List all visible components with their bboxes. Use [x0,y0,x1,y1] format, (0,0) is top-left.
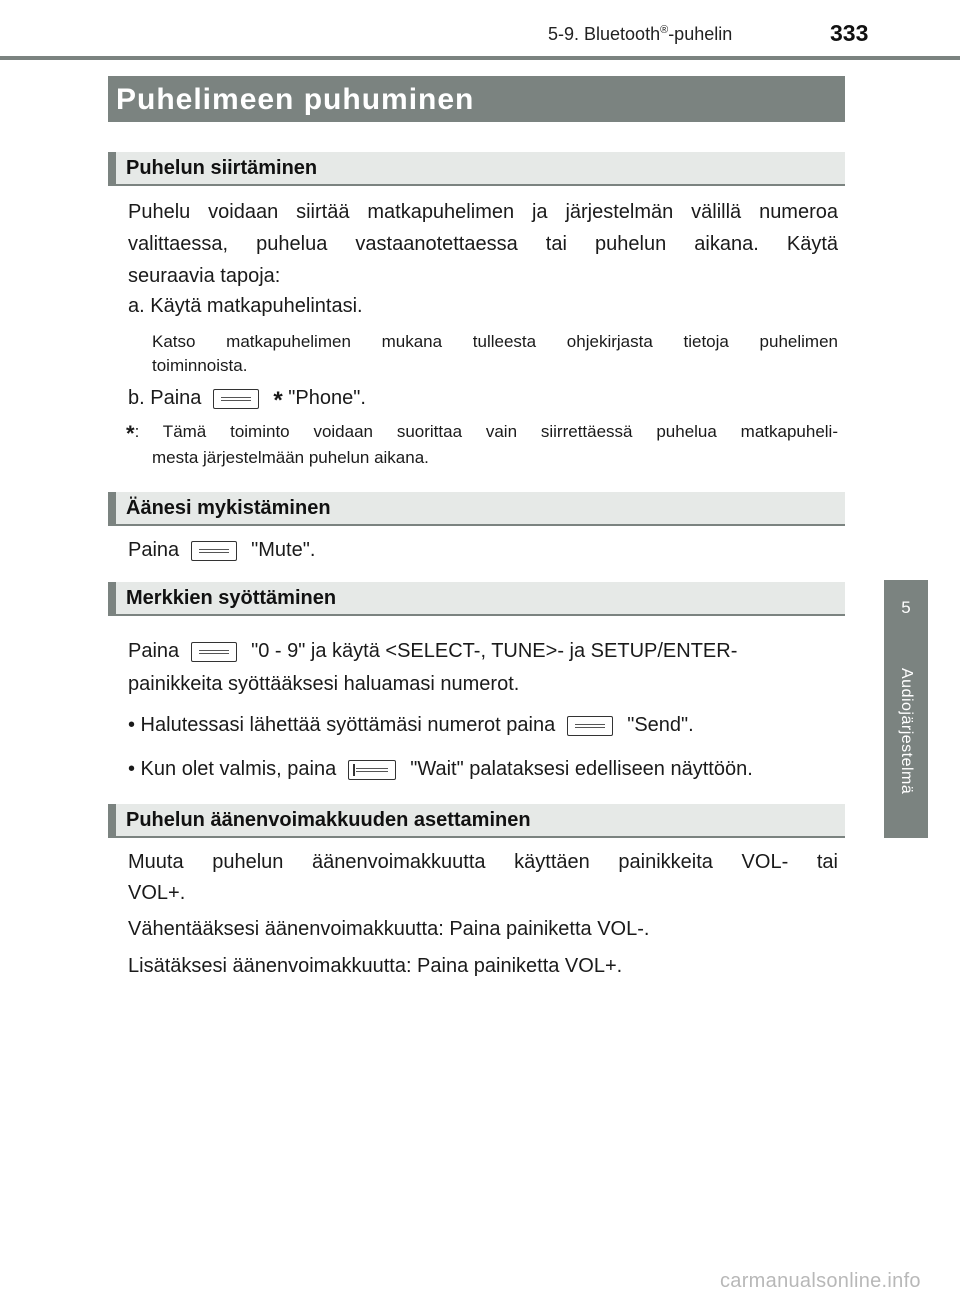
phone-menu-button-icon [213,389,259,409]
transfer-intro-line2: valittaessa, puhelua vastaanotettaessa tai puhelun aikana. Käytä [128,233,838,255]
section-heading-mute: Äänesi mykistäminen [108,492,845,526]
volume-line3: Vähentääksesi äänenvoimakkuutta: Paina painiketta VOL-. [128,918,650,940]
transfer-intro-line1: Puhelu voidaan siirtää matkapuhelimen ja järjestelmän välillä numeroa [128,201,838,223]
page-title: Puhelimeen puhuminen [116,83,475,116]
transfer-intro-line3: seuraavia tapoja: [128,265,281,287]
option-a-note-line2: toiminnoista. [152,356,248,375]
section-heading-entry: Merkkien syöttäminen [108,582,845,616]
section-breadcrumb: 5-9. Bluetooth®-puhelin [548,24,733,44]
chapter-label: Audiojärjestelmä [898,668,915,795]
volume-line2: VOL+. [128,882,186,904]
wait-menu-button-icon [348,760,396,780]
page-title-bar [108,76,845,122]
footnote-marker: * [273,387,283,414]
watermark: carmanualsonline.info [720,1270,921,1292]
entry-line1: Paina "0 - 9" ja käytä <SELECT-, TUNE>- ja SETUP/ENTER- [128,640,738,662]
header-divider [0,56,960,60]
entry-bullet-send: • Halutessasi lähettää syöttämäsi numerot paina "Send". [128,714,694,736]
keypad-menu-button-icon [191,642,237,662]
volume-line4: Lisätäksesi äänenvoimakkuutta: Paina painiketta VOL+. [128,955,623,977]
entry-bullet-wait: • Kun olet valmis, paina "Wait" palataksesi edelliseen näyttöön. [128,758,753,780]
entry-line2: painikkeita syöttääksesi haluamasi numerot. [128,673,520,695]
mute-menu-button-icon [191,541,237,561]
chapter-number: 5 [901,598,911,617]
section-heading-transfer: Puhelun siirtäminen [108,152,845,186]
page-number: 333 [830,20,869,46]
chapter-tab[interactable] [884,580,928,838]
transfer-option-b: b. Paina * "Phone". [128,387,366,414]
transfer-option-a: a. Käytä matkapuhelintasi. [128,295,363,317]
section-heading-volume: Puhelun äänenvoimakkuuden asettaminen [108,804,845,838]
mute-instruction: Paina "Mute". [128,539,316,561]
volume-line1: Muuta puhelun äänenvoimakkuutta käyttäen painikkeita VOL- tai [128,851,838,873]
transfer-footnote: *: Tämä toiminto voidaan suorittaa vain siirrettäessä puhelua matkapuheli- mesta järjestelmään puhelun aikana. [126,421,838,467]
send-menu-button-icon [567,716,613,736]
option-a-note-line1: Katso matkapuhelimen mukana tulleesta ohjekirjasta tietoja puhelimen [152,332,838,351]
